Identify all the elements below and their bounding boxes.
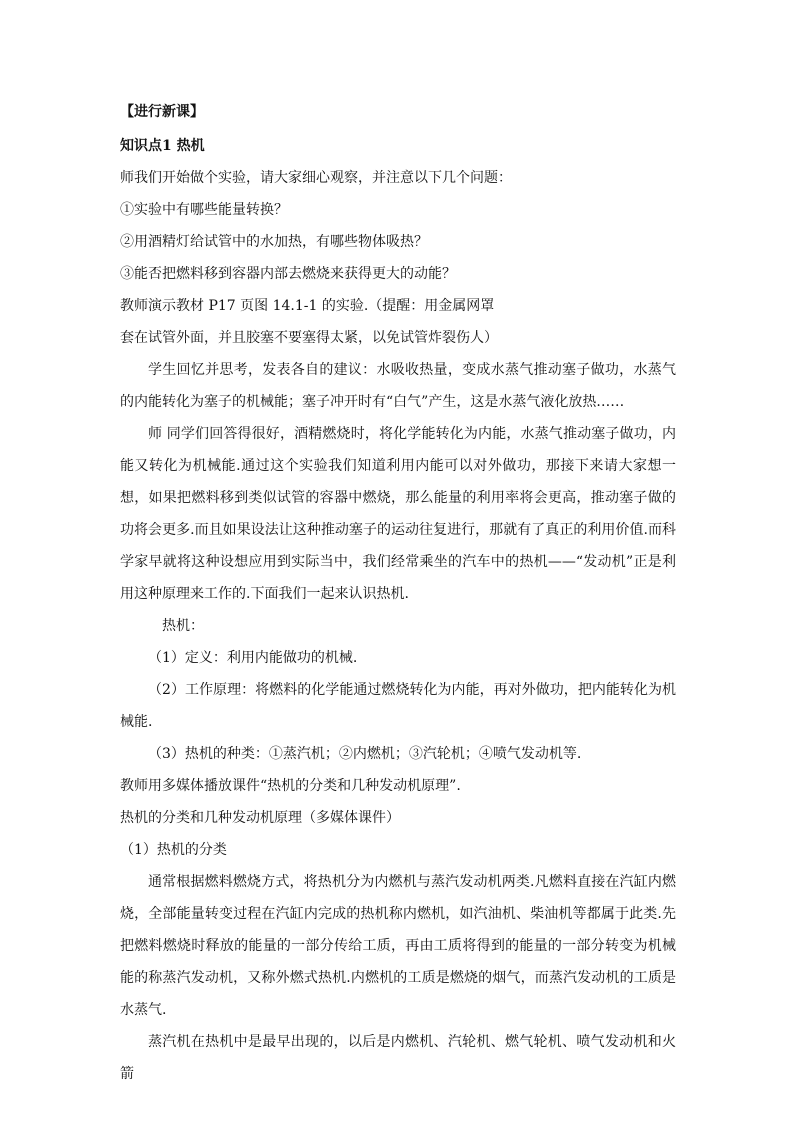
- demo-instruction: 教师演示教材 P17 页图 14.1-1 的实验.（提醒：用金属网罩: [120, 298, 495, 314]
- question-3: ③能否把燃料移到容器内部去燃烧来获得更大的动能？: [120, 266, 456, 282]
- teacher-explanation: 师 同学们回答得很好，酒精燃烧时，将化学能转化为内能，水蒸气推动塞子做功，内能又转化为机械能.通过这个实验我们知道利用内能可以对外做功，那接下来请大家想一想，如果把燃料移到类似试管的容器中燃烧，那么能量的利用率将会更高，推动塞子做的功将会更多.而且如果设法让这种推动塞子的运动往复进行，那就有了真正的利用价值.而科学家早就将这种设想应用到实际当中，我们经常乘坐的汽车中的热机——“发动机”正是利用这种原理来工作的.下面我们一起来认识热机.: [120, 426, 676, 602]
- classification-title: （1）热机的分类: [120, 842, 227, 858]
- classification-text: 通常根据燃料燃烧方式，将热机分为内燃机与蒸汽发动机两类.凡燃料直接在汽缸内燃烧，全部能量转变过程在汽缸内完成的热机称内燃机，如汽油机、柴油机等都属于此类.先把燃料燃烧时释放的能量的一部分传给工质，再由工质将得到的能量的一部分转变为机械能的称蒸汽发动机，又称外燃式热机.内燃机的工质是燃烧的烟气，而蒸汽发动机的工质是水蒸气.: [120, 874, 676, 1018]
- principle-item: （2）工作原理：将燃料的化学能通过燃烧转化为内能，再对外做功，把内能转化为机械能.: [120, 682, 676, 730]
- demo-instruction-cont: 套在试管外面，并且胶塞不要塞得太紧，以免试管炸裂伤人）: [120, 330, 498, 346]
- document-page: [120, 96, 676, 1090]
- question-2: ②用酒精灯给试管中的水加热，有哪些物体吸热？: [120, 234, 428, 250]
- section-heading: 【进行新课】: [120, 104, 204, 120]
- student-response: 学生回忆并思考，发表各自的建议：水吸收热量，变成水蒸气推动塞子做功，水蒸气的内能转化为塞子的机械能；塞子冲开时有“白气”产生，这是水蒸气液化放热……: [120, 362, 676, 410]
- question-1: ①实验中有哪些能量转换？: [120, 202, 288, 218]
- paragraph-intro: 师我们开始做个实验，请大家细心观察，并注意以下几个问题：: [120, 170, 512, 186]
- knowledge-point-title: 知识点1 热机: [120, 138, 205, 154]
- multimedia-note: 教师用多媒体播放课件“热机的分类和几种发动机原理”.: [120, 778, 461, 794]
- definition-item: （1）定义：利用内能做功的机械.: [148, 650, 358, 666]
- multimedia-title: 热机的分类和几种发动机原理（多媒体课件）: [120, 810, 400, 826]
- history-text: 蒸汽机在热机中是最早出现的，以后是内燃机、汽轮机、燃气轮机、喷气发动机和火箭: [120, 1034, 676, 1082]
- types-item: （3）热机的种类：①蒸汽机；②内燃机；③汽轮机；④喷气发动机等.: [148, 746, 582, 762]
- heat-engine-label: 热机：: [162, 618, 204, 634]
